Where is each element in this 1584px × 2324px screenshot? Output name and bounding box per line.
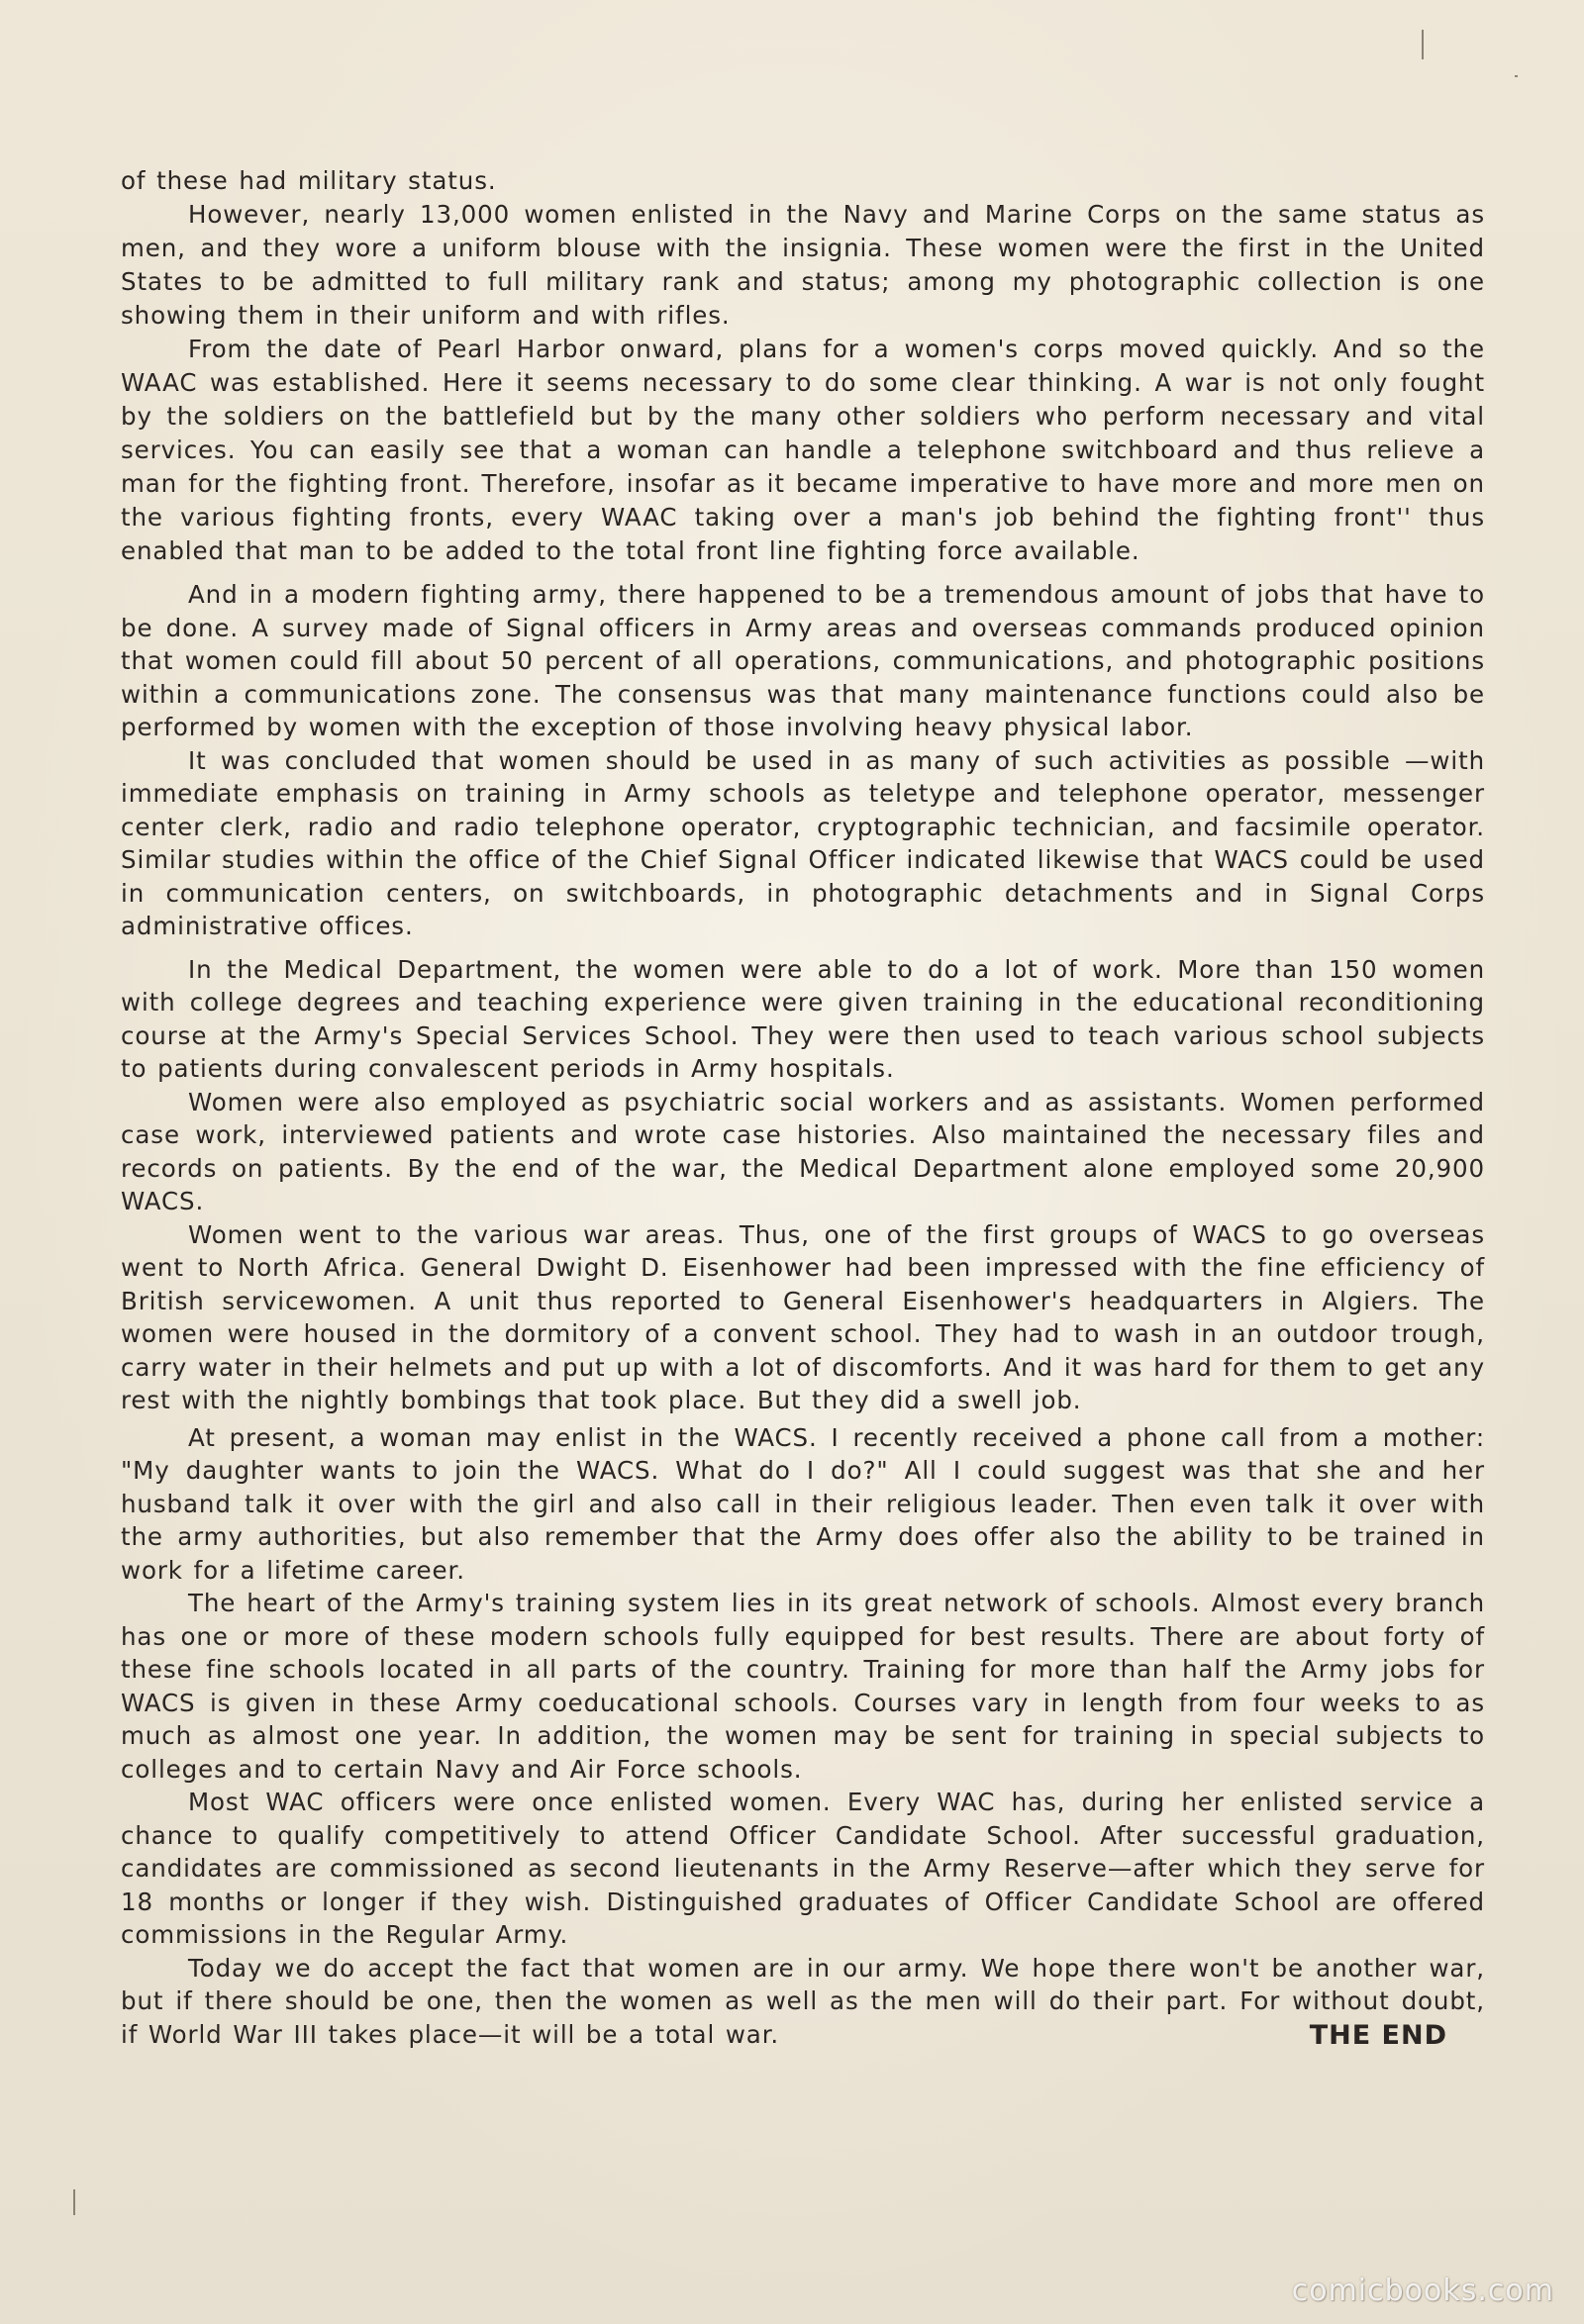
scan-mark xyxy=(73,2189,75,2215)
watermark: comicbooks.com xyxy=(1291,2274,1554,2308)
paragraph: Most WAC officers were once enlisted women. Every WAC has, during her enlisted service a chance to qualify competitively to attend Officer Candidate School. After successful graduation, candidates are commissioned as second lieutenants in the Army Reserve—after which they serve for 18 months or longer if they wish. Distinguished graduates of Officer Candidate School are offered commissions in the Regular Army. xyxy=(121,1788,1485,1949)
closing-section xyxy=(121,1952,1485,2052)
scan-mark xyxy=(1515,75,1518,77)
paragraph: And in a modern fighting army, there happened to be a tremendous amount of jobs that have to be done. A survey made of Signal officers in Army areas and overseas commands produced opinion that women could fill about 50 percent of all operations, communications, and photographic positions within a communications zone. The consensus was that many maintenance functions could also be performed by women with the exception of those involving heavy physical labor. xyxy=(121,580,1485,741)
the-end-label: THE END xyxy=(1309,2020,1447,2051)
paragraph: Women were also employed as psychiatric social workers and as assistants. Women performed case work, interviewed patients and wrote case histories. Also maintained the necessary files and records on patients. By the end of the war, the Medical Department alone employed some 20,900 WACS. xyxy=(121,1087,1485,1215)
paragraph: Today we do accept the fact that women are in our army. We hope there won't be another war, but if there should be one, then the women as well as the men will do their part. For without doubt, if World War III takes place—it will be a total war. xyxy=(121,1953,1485,2049)
article-body xyxy=(121,164,1485,2051)
scan-mark xyxy=(1422,30,1424,59)
paragraph: It was concluded that women should be used in as many of such activities as possible —with immediate emphasis on training in Army schools as teletype and telephone operator, messenger center clerk, radio and radio telephone operator, cryptographic technician, and facsimile operator. Similar studies within the office of the Chief Signal Officer indicated likewise that WACS could be used in communication centers, on switchboards, in photographic detachments and in Signal Corps administrative offices. xyxy=(121,745,1485,940)
paragraph: of these had military status. xyxy=(121,166,497,195)
paragraph: However, nearly 13,000 women enlisted in the Navy and Marine Corps on the same status as men, and they wore a uniform blouse with the insignia. These women were the first in the United States to be admitted to full military rank and status; among my photographic collection is one showing them in their uniform and with rifles. xyxy=(121,200,1485,330)
paragraph: At present, a woman may enlist in the WACS. I recently received a phone call from a mother: "My daughter wants to join the WACS. What do I do?" All I could suggest was that she and her husband talk it over with the girl and also call in their religious leader. Then even talk it over with the army authorities, but also remember that the Army does offer also the ability to be trained in work for a lifetime career. xyxy=(121,1422,1485,1585)
paragraph: Women went to the various war areas. Thus, one of the first groups of WACS to go overseas went to North Africa. General Dwight D. Eisenhower had been impressed with the fine efficiency of British servicewomen. A unit thus reported to General Eisenhower's headquarters in Algiers. The women were housed in the dormitory of a convent school. They had to wash in an outdoor trough, carry water in their helmets and put up with a lot of discomforts. And it was hard for them to get any rest with the nightly bombings that took place. But they did a swell job. xyxy=(121,1219,1485,1414)
paragraph: The heart of the Army's training system lies in its great network of schools. Almost every branch has one or more of these modern schools fully equipped for best results. There are about forty of these fine schools located in all parts of the country. Training for more than half the Army jobs for WACS is given in these Army coeducational schools. Courses vary in length from four weeks to as much as almost one year. In addition, the women may be sent for training in special subjects to colleges and to certain Navy and Air Force schools. xyxy=(121,1589,1485,1784)
paragraph: In the Medical Department, the women were able to do a lot of work. More than 150 women with college degrees and teaching experience were given training in the educational reconditioning course at the Army's Special Services School. They were then used to teach various school subjects to patients during convalescent periods in Army hospitals. xyxy=(121,954,1485,1083)
paragraph: From the date of Pearl Harbor onward, plans for a women's corps moved quickly. And so the WAAC was established. Here it seems necessary to do some clear thinking. A war is not only fought by the soldiers on the battlefield but by the many other soldiers who perform necessary and vital services. You can easily see that a woman can handle a telephone switchboard and thus relieve a man for the fighting front. Therefore, insofar as it became imperative to have more and more men on the various fighting fronts, every WAAC taking over a man's job behind the fighting front'' thus enabled that man to be added to the total front line fighting force available. xyxy=(121,335,1485,565)
